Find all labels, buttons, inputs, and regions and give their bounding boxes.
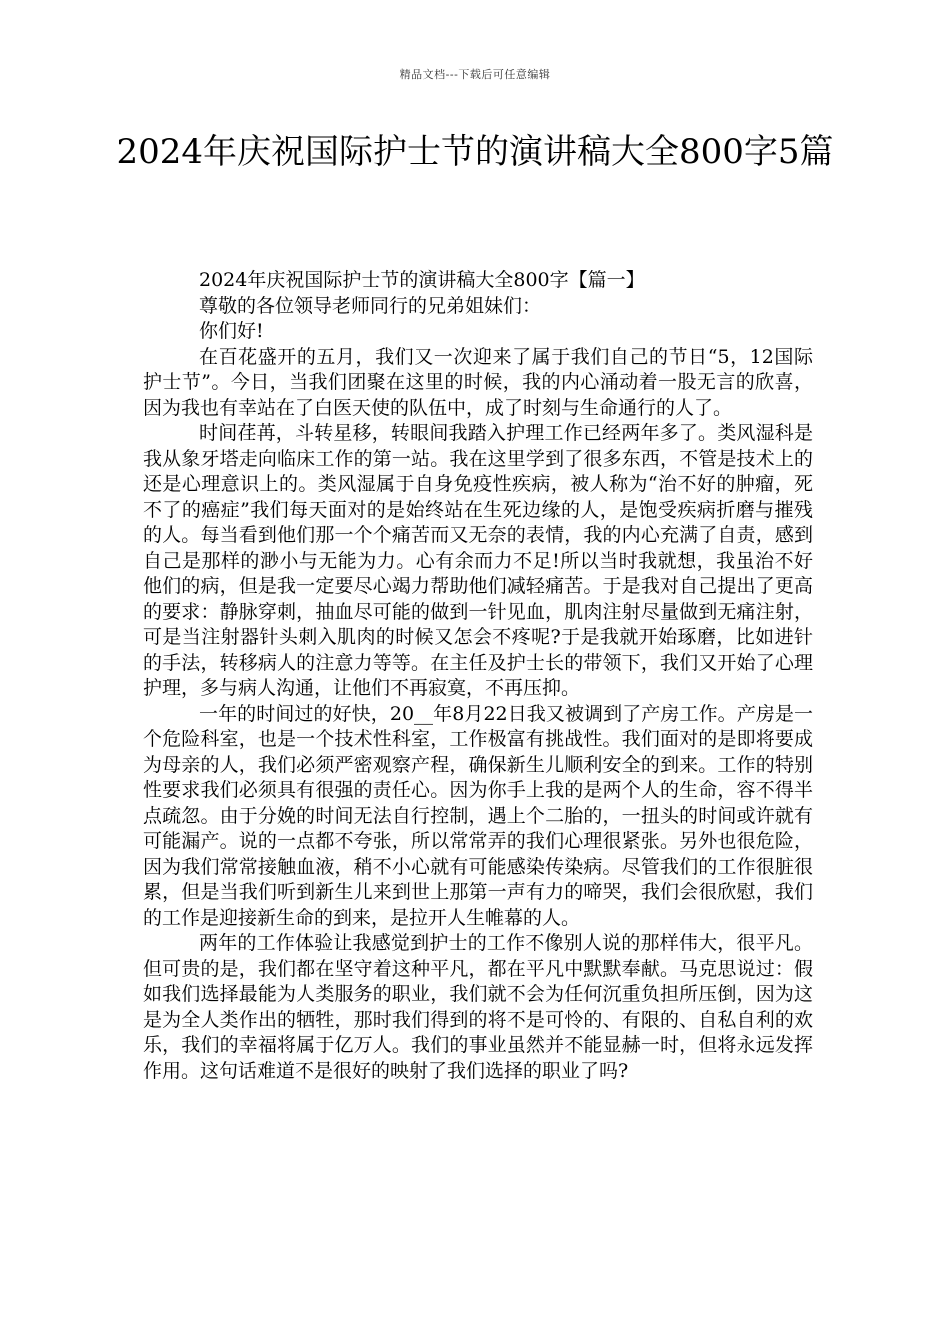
body-paragraph: 一年的时间过的好快，20__年8月22日我又被调到了产房工作。产房是一个危险科室，也是一个技术性科室，工作极富有挑战性。我们面对的是即将要成为母亲的人，我们必须严密观察产程，确保新生儿顺利安全的到来。工作的特别性要求我们必须具有很强的责任心。因为你手上我的是两个人的生命，容不得半点疏忽。由于分娩的时间无法自行控制，遇上个二胎的，一扭头的时间或许就有可能漏产。说的一点都不夸张，所以常常弄的我们心理很紧张。另外也很危险，因为我们常常接触血液，稍不小心就有可能感染传染病。尽管我们的工作很脏很累，但是当我们听到新生儿来到世上那第一声有力的啼哭，我们会很欣慰，我们的工作是迎接新生命的到来，是拉开人生帷幕的人。 [143, 702, 813, 929]
document-body [143, 268, 813, 1084]
body-paragraph: 在百花盛开的五月，我们又一次迎来了属于我们自己的节日“5，12国际护士节”。今日，当我们团聚在这里的时候，我的内心涌动着一股无言的欣喜，因为我也有幸站在了白医天使的队伍中，成了时刻与生命通行的人了。 [143, 345, 813, 419]
header-note: 精品文档---下载后可任意编辑 [399, 68, 551, 81]
page-title: 2024年庆祝国际护士节的演讲稿大全800字5篇 [116, 132, 834, 172]
section-heading: 2024年庆祝国际护士节的演讲稿大全800字【篇一】 [199, 269, 645, 291]
body-paragraph: 时间荏苒，斗转星移，转眼间我踏入护理工作已经两年多了。类风湿科是我从象牙塔走向临床工作的第一站。我在这里学到了很多东西，不管是技术上的还是心理意识上的。类风湿属于自身免疫性疾病，被人称为“治不好的肿瘤，死不了的癌症”我们每天面对的是始终站在生死边缘的人，是饱受疾病折磨与摧残的人。每当看到他们那一个个痛苦而又无奈的表情，我的内心充满了自责，感到自己是那样的渺小与无能为力。心有余而力不足!所以当时我就想，我虽治不好他们的病，但是我一定要尽心竭力帮助他们减轻痛苦。于是我对自己提出了更高的要求：静脉穿刺，抽血尽可能的做到一针见血，肌肉注射尽量做到无痛注射，可是当注射器针头刺入肌肉的时候又怎会不疼呢?于是我就开始琢磨，比如进针的手法，转移病人的注意力等等。在主任及护士长的带领下，我们又开始了心理护理，多与病人沟通，让他们不再寂寞，不再压抑。 [143, 422, 813, 699]
body-paragraph: 两年的工作体验让我感觉到护士的工作不像别人说的那样伟大，很平凡。但可贵的是，我们都在坚守着这种平凡，都在平凡中默默奉献。马克思说过：假如我们选择最能为人类服务的职业，我们就不会为任何沉重负担所压倒，因为这是为全人类作出的牺牲，那时我们得到的将不是可怜的、有限的、自私自利的欢乐，我们的幸福将属于亿万人。我们的事业虽然并不能显赫一时，但将永远发挥作用。这句话难道不是很好的映射了我们选择的职业了吗? [143, 932, 813, 1082]
salutation: 尊敬的各位领导老师同行的兄弟姐妹们： [199, 294, 542, 317]
greeting: 你们好! [199, 320, 264, 342]
